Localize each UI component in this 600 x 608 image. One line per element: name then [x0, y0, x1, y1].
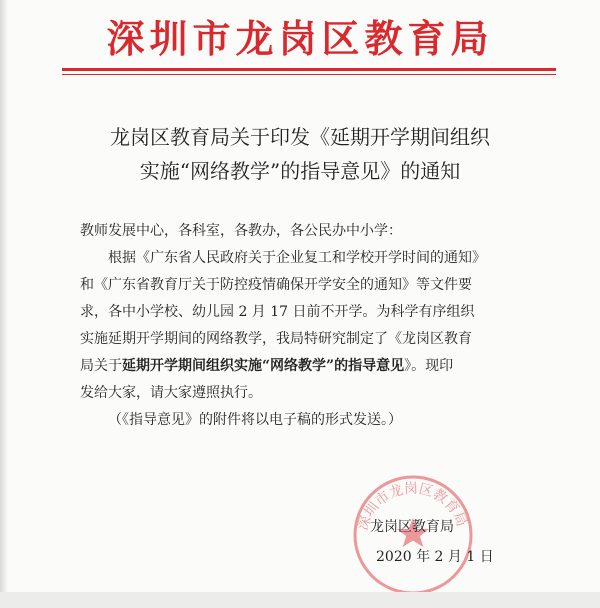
paragraph-line: 和《广东省教育厅关于防控疫情确保开学安全的通知》等文件要	[80, 277, 472, 293]
letterhead-title: 深圳市龙岗区教育局	[106, 16, 494, 61]
notice-title-line-2: 实施“网络教学”的指导意见》的通知	[139, 159, 461, 183]
notice-title	[20, 120, 580, 188]
signature-date: 2020 年 2 月 1 日	[376, 549, 494, 565]
paragraph-text: 》。现印	[404, 358, 454, 374]
attachment-note: （《指导意见》的附件将以电子稿的形式发送。）	[108, 412, 402, 428]
paragraph-line: 求，各中小学校、幼儿园 2 月 17 日前不开学。为科学有序组织	[80, 304, 475, 320]
bottom-margin	[0, 592, 600, 608]
signature-org: 龙岗区教育局	[370, 519, 454, 535]
paragraph-text: 局关于	[80, 358, 122, 374]
seal-text: 深圳市龙岗区教育局	[355, 480, 470, 533]
bold-document-title: 延期开学期间组织实施“网络教学”的指导意见	[122, 358, 405, 374]
paragraph-line: 实施延期开学期间的网络教学，我局特研究制定了《龙岗区教育	[80, 331, 472, 347]
notice-body	[80, 218, 550, 434]
letterhead-rule-thick	[62, 68, 556, 71]
notice-title-line-1: 龙岗区教育局关于印发《延期开学期间组织	[110, 125, 490, 149]
paragraph-line: 根据《广东省人民政府关于企业复工和学校开学时间的通知》	[108, 250, 486, 266]
page-shadow-edge	[0, 0, 8, 608]
letterhead-rule-thin	[62, 74, 556, 75]
salutation: 教师发展中心，各科室，各教办，各公民办中小学：	[80, 223, 402, 239]
paragraph-line: 发给大家，请大家遵照执行。	[80, 385, 262, 401]
paragraph-line	[80, 353, 550, 380]
body-paragraph-1	[80, 245, 550, 407]
